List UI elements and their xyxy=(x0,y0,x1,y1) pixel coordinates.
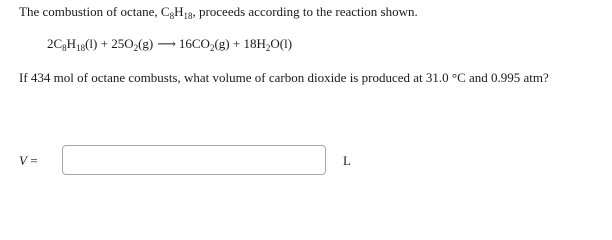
plus-sign-2: + xyxy=(229,36,244,51)
product2-oxygen: O xyxy=(270,36,280,51)
intro-subscript-18: 18 xyxy=(183,11,193,21)
product1-co: CO xyxy=(191,36,210,51)
reaction-equation xyxy=(47,36,292,52)
intro-subscript-8: 8 xyxy=(169,11,175,21)
answer-equals: = xyxy=(26,153,38,168)
volume-answer-input[interactable] xyxy=(62,145,326,175)
answer-unit: L xyxy=(343,153,351,168)
product2-hydrogen-subscript: 2 xyxy=(265,43,271,53)
product1-coefficient: 16 xyxy=(178,36,192,51)
reactant1-hydrogen-subscript: 18 xyxy=(76,43,86,53)
product1-oxygen-subscript: 2 xyxy=(209,43,215,53)
reactant1-hydrogen: H xyxy=(66,36,77,51)
question-prompt: If 434 mol of octane combusts, what volume of carbon dioxide is produced at 31.0 °C and 0.995 atm? xyxy=(19,70,549,85)
reactant2-state: (g) xyxy=(138,36,154,51)
intro-text-post: , proceeds according to the reaction shown. xyxy=(192,4,418,19)
product2-state: (l) xyxy=(279,36,293,51)
reaction-arrow-icon: ⟶ xyxy=(157,36,176,51)
answer-variable: V xyxy=(19,153,27,168)
intro-text-h: H xyxy=(174,4,184,19)
product1-state: (g) xyxy=(214,36,230,51)
reactant1-carbon: C xyxy=(53,36,63,51)
reactant1-coefficient: 2 xyxy=(47,36,54,51)
product2-hydrogen: H xyxy=(256,36,266,51)
reactant1-carbon-subscript: 8 xyxy=(62,43,67,53)
reactant2-oxygen: O xyxy=(124,36,134,51)
answer-label xyxy=(19,153,38,169)
product2-coefficient: 18 xyxy=(243,36,257,51)
intro-text-pre: The combustion of octane, C xyxy=(19,4,170,19)
plus-sign-1: + xyxy=(97,36,112,51)
reactant2-oxygen-subscript: 2 xyxy=(133,43,139,53)
question-intro xyxy=(19,4,418,20)
reactant1-state: (l) xyxy=(85,36,98,51)
reactant2-coefficient: 25 xyxy=(111,36,125,51)
